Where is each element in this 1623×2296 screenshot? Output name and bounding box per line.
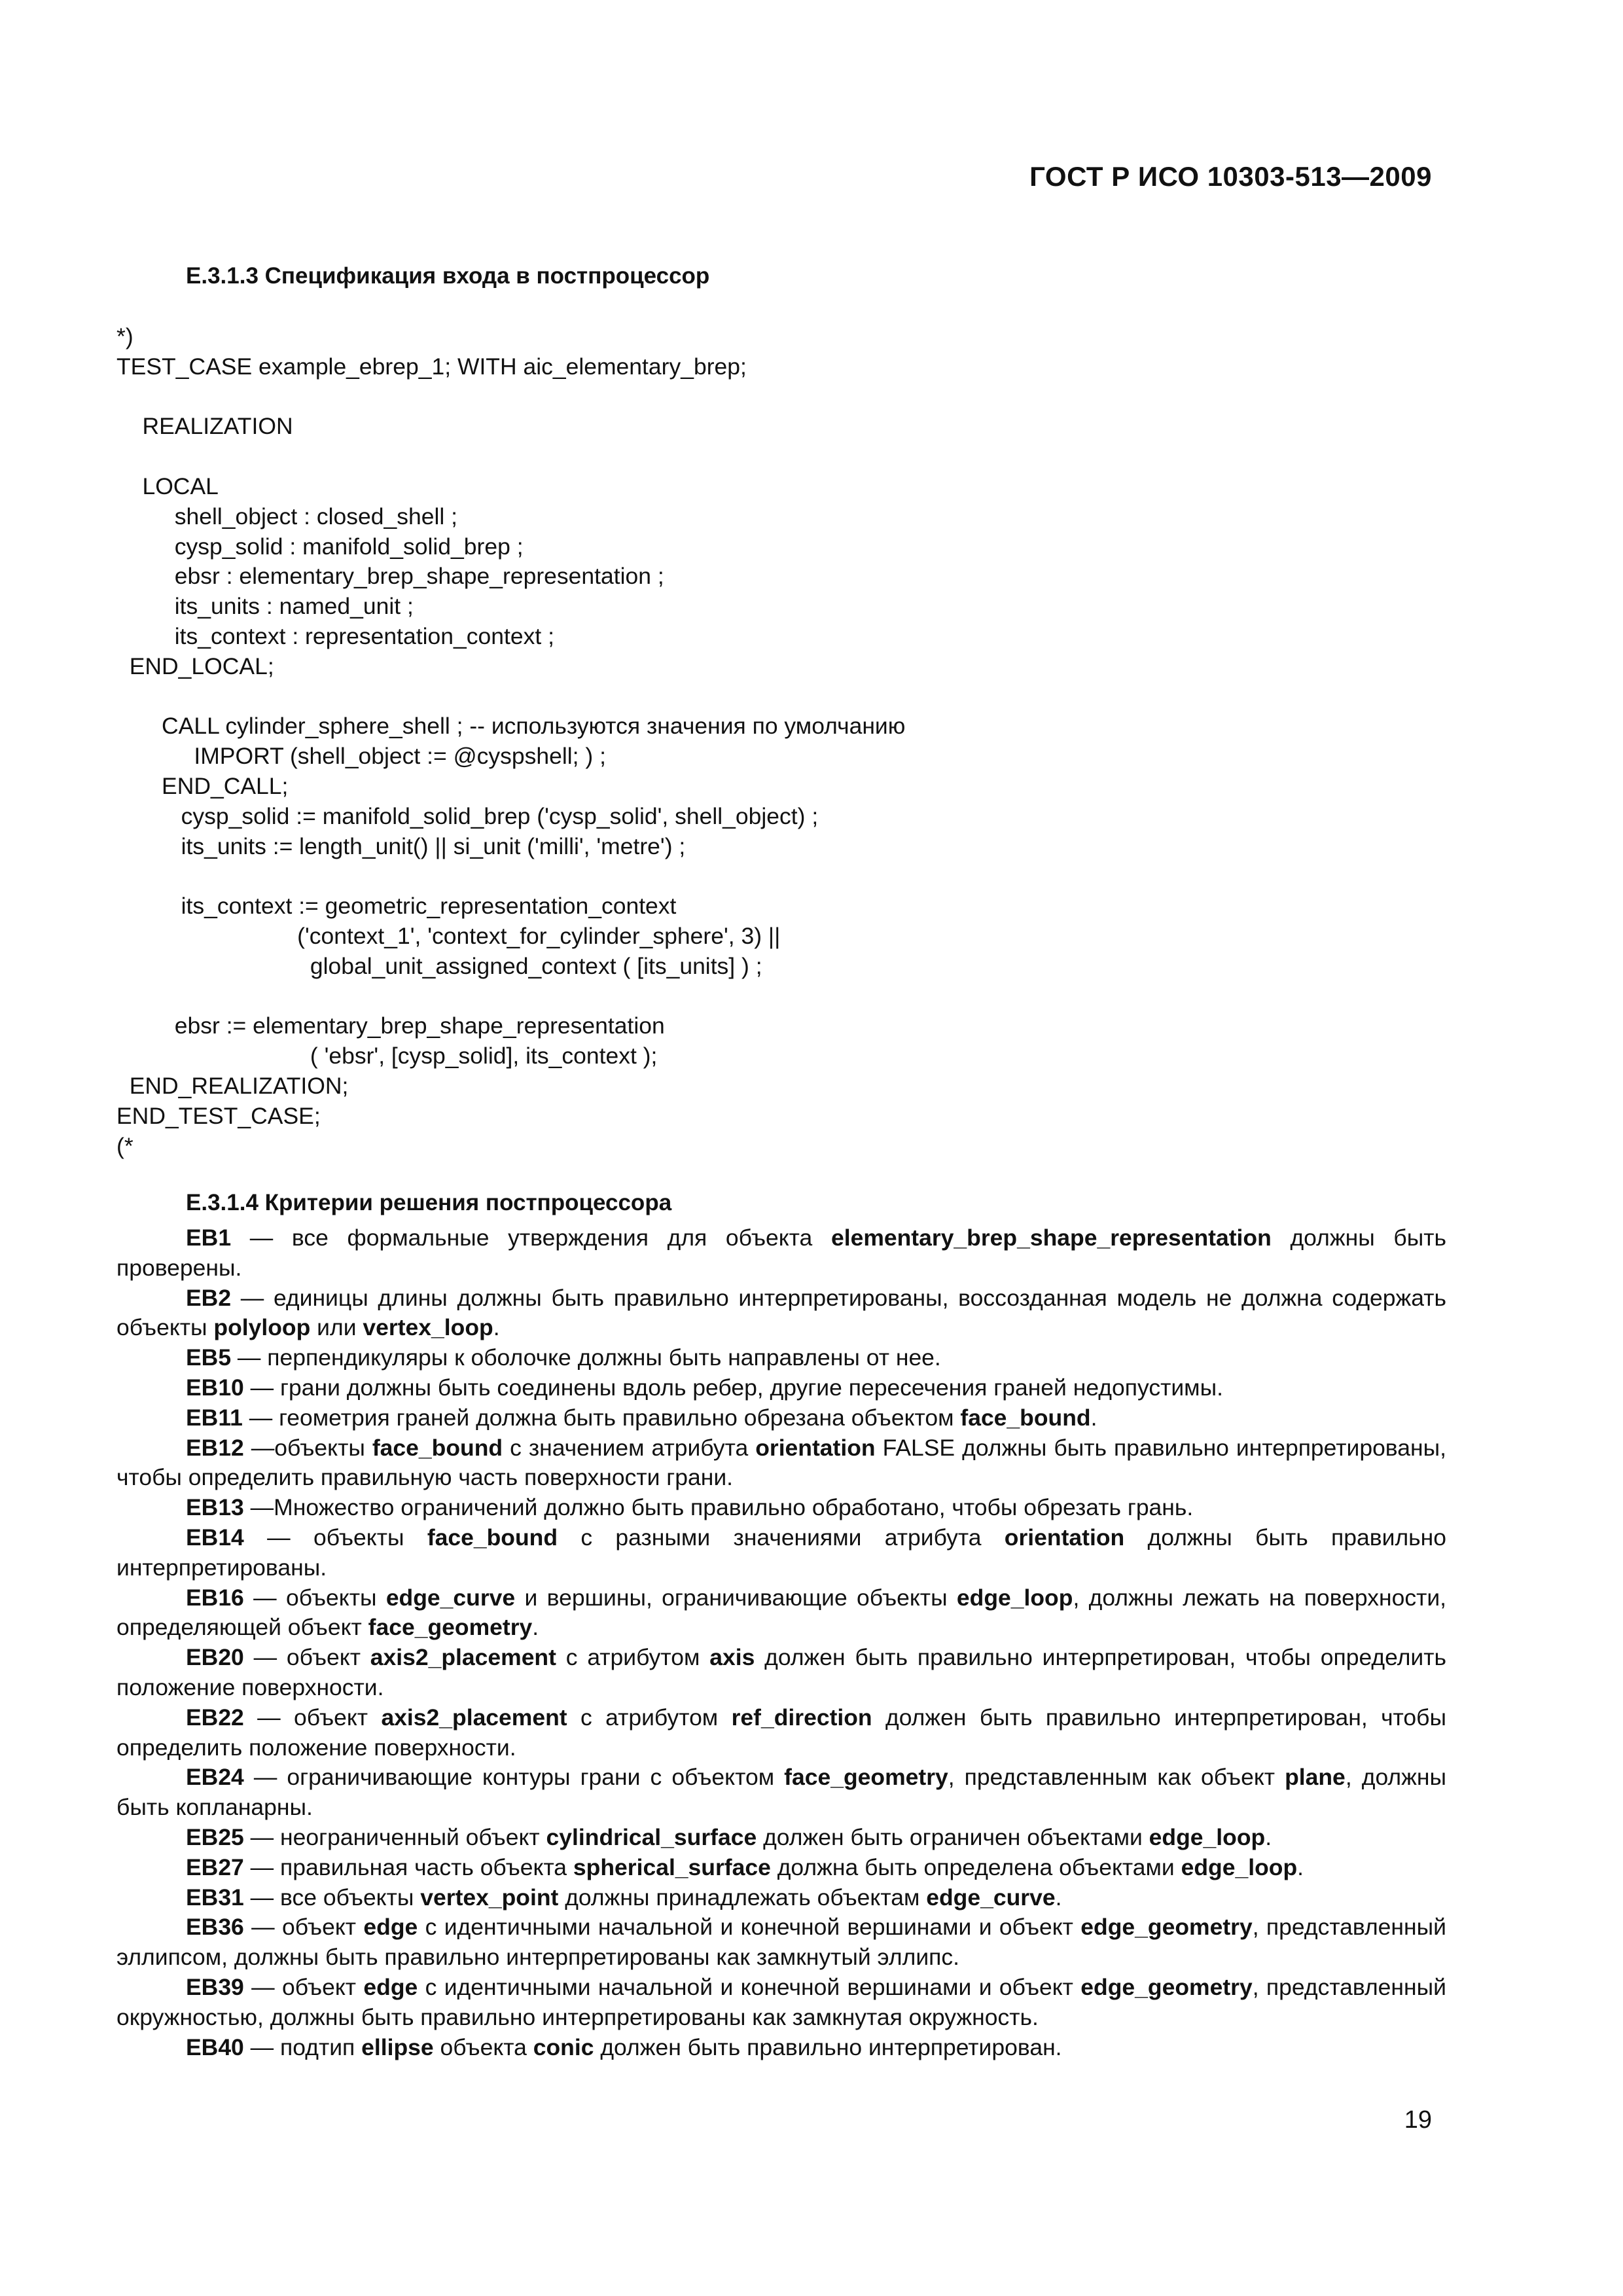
entity-name: edge xyxy=(363,1914,418,1941)
criterion-code: EB25 xyxy=(186,1823,244,1850)
entity-name: elementary_brep_shape_representation xyxy=(830,1225,1272,1251)
criterion-text: должны быть правильно интерпретированы. xyxy=(116,1524,1446,1581)
entity-name: vertex_point xyxy=(420,1884,559,1910)
entity-name: edge_curve xyxy=(926,1884,1056,1910)
entity-name: edge xyxy=(363,1973,418,2000)
entity-name: axis2_placement xyxy=(381,1704,567,1731)
criterion-text: и вершины, ограничивающие объекты xyxy=(515,1584,957,1611)
entity-name: face_bound xyxy=(372,1434,503,1461)
criterion-item xyxy=(116,1583,1446,1643)
entity-name: ref_direction xyxy=(731,1704,872,1731)
criterion-text: , представленным как объект xyxy=(948,1764,1285,1791)
criterion-code: EB31 xyxy=(186,1884,244,1910)
criterion-code: EB40 xyxy=(186,2034,244,2060)
code-line: global_unit_assigned_context ( [its_units] ) ; xyxy=(116,952,762,979)
criterion-item xyxy=(116,1283,1446,1344)
criterion-text: должен быть правильно интерпретирован, чтобы определить положение поверхности. xyxy=(116,1704,1447,1761)
criterion-text: — объекты xyxy=(243,1584,386,1611)
code-line: ( 'ebsr', [cysp_solid], its_context ); xyxy=(116,1043,658,1069)
criterion-text: , должны быть копланарны. xyxy=(116,1764,1446,1821)
entity-name: face_geometry xyxy=(368,1614,533,1641)
entity-name: edge_loop xyxy=(1181,1854,1298,1880)
criterion-item xyxy=(116,2033,1446,2063)
criterion-text: объекта xyxy=(433,2034,533,2060)
entity-name: vertex_loop xyxy=(363,1314,493,1341)
entity-name: polyloop xyxy=(213,1314,311,1341)
criterion-item xyxy=(116,1973,1446,2033)
code-line: END_CALL; xyxy=(116,772,289,799)
criterion-text: — объекты xyxy=(243,1524,427,1551)
standard-designation: ГОСТ Р ИСО 10303-513—2009 xyxy=(1029,161,1432,192)
criteria-list xyxy=(116,1223,1446,2062)
criterion-code: EB36 xyxy=(186,1914,244,1941)
criterion-text: , представленный окружностью, должны быть правильно интерпретированы как замкнутая окружность. xyxy=(116,1973,1446,2030)
code-line: END_TEST_CASE; xyxy=(116,1102,321,1129)
code-line: its_context := geometric_representation_context xyxy=(116,893,677,920)
criterion-text: — грани должны быть соединены вдоль ребер, другие пересечения граней недопустимы. xyxy=(243,1374,1223,1401)
criterion-item xyxy=(116,1912,1446,1973)
entity-name: edge_geometry xyxy=(1080,1914,1253,1941)
criterion-text: . xyxy=(493,1314,500,1341)
code-line: shell_object : closed_shell ; xyxy=(116,503,457,529)
criterion-item xyxy=(116,1343,1446,1373)
code-line: its_units := length_unit() || si_unit ('milli', 'metre') ; xyxy=(116,833,686,859)
entity-name: spherical_surface xyxy=(573,1854,771,1880)
code-block xyxy=(116,322,1452,1161)
criterion-text: с атрибутом xyxy=(567,1704,732,1731)
code-line: its_units : named_unit ; xyxy=(116,593,414,620)
criterion-text: с разными значениями атрибута xyxy=(558,1524,1005,1551)
code-line: ebsr : elementary_brep_shape_representation ; xyxy=(116,563,664,590)
criterion-text: — геометрия граней должна быть правильно обрезана объектом xyxy=(242,1404,961,1431)
entity-name: orientation xyxy=(1004,1524,1125,1551)
criterion-text: — объект xyxy=(243,1914,364,1941)
criterion-text: или xyxy=(310,1314,363,1341)
criterion-text: — объект xyxy=(243,1973,364,2000)
criterion-item xyxy=(116,1883,1446,1913)
criterion-code: EB11 xyxy=(186,1404,243,1431)
criterion-text: с атрибутом xyxy=(556,1644,710,1671)
criterion-text: с идентичными начальной и конечной вершинами и объект xyxy=(418,1914,1081,1941)
entity-name: face_bound xyxy=(427,1524,558,1551)
criterion-text: — объект xyxy=(243,1704,382,1731)
code-line: IMPORT (shell_object := @cyspshell; ) ; xyxy=(116,743,606,770)
entity-name: edge_curve xyxy=(385,1584,516,1611)
code-line: cysp_solid := manifold_solid_brep ('cysp_solid', shell_object) ; xyxy=(116,802,819,829)
code-line: *) xyxy=(116,323,134,350)
criterion-text: — все объекты xyxy=(243,1884,421,1910)
criterion-text: должна быть определена объектами xyxy=(770,1854,1181,1880)
entity-name: axis xyxy=(709,1644,755,1671)
criterion-item xyxy=(116,1643,1446,1703)
entity-name: face_geometry xyxy=(784,1764,948,1791)
criterion-text: — подтип xyxy=(243,2034,362,2060)
criterion-text: —Множество ограничений должно быть правильно обработано, чтобы обрезать грань. xyxy=(243,1494,1194,1521)
criterion-text: — неограниченный объект xyxy=(243,1823,546,1850)
criterion-text: с значением атрибута xyxy=(503,1434,756,1461)
criterion-text: — правильная часть объекта xyxy=(243,1854,573,1880)
criterion-text: — объект xyxy=(243,1644,370,1671)
criterion-text: . xyxy=(532,1614,539,1641)
criterion-code: EB16 xyxy=(186,1584,244,1611)
code-line: TEST_CASE example_ebrep_1; WITH aic_elementary_brep; xyxy=(116,353,747,380)
criterion-code: EB22 xyxy=(186,1704,244,1731)
section-e314-title: Е.3.1.4 Критерии решения постпроцессора xyxy=(186,1190,672,1215)
code-line xyxy=(116,382,1452,412)
code-line: END_REALIZATION; xyxy=(116,1072,349,1099)
criterion-code: EB13 xyxy=(186,1494,244,1521)
entity-name: orientation xyxy=(755,1434,876,1461)
entity-name: face_bound xyxy=(960,1404,1091,1431)
criterion-text: . xyxy=(1265,1823,1272,1850)
criterion-code: EB14 xyxy=(186,1524,244,1551)
criterion-text: должен быть ограничен объектами xyxy=(757,1823,1149,1850)
criterion-code: EB27 xyxy=(186,1854,244,1880)
entity-name: plane xyxy=(1285,1764,1346,1791)
code-line: CALL cylinder_sphere_shell ; -- используются значения по умолчанию xyxy=(116,713,906,740)
code-line: LOCAL xyxy=(116,473,219,499)
code-line: REALIZATION xyxy=(116,413,293,440)
criterion-text: , представленный эллипсом, должны быть правильно интерпретированы как замкнутый эллипс. xyxy=(116,1914,1446,1971)
criterion-item xyxy=(116,1703,1446,1763)
code-line xyxy=(116,442,1452,472)
criterion-item xyxy=(116,1493,1446,1523)
criterion-item xyxy=(116,1403,1446,1433)
criterion-item xyxy=(116,1763,1446,1823)
criterion-code: EB12 xyxy=(186,1434,244,1461)
code-line: ebsr := elementary_brep_shape_representation xyxy=(116,1013,665,1039)
criterion-code: EB10 xyxy=(186,1374,244,1401)
criterion-text: должен быть правильно интерпретирован. xyxy=(594,2034,1062,2060)
entity-name: edge_geometry xyxy=(1080,1973,1253,2000)
criterion-text: — ограничивающие контуры грани с объектом xyxy=(243,1764,785,1791)
page-number: 19 xyxy=(1404,2106,1432,2134)
entity-name: axis2_placement xyxy=(370,1644,556,1671)
criterion-item xyxy=(116,1853,1446,1883)
criterion-text: — все формальные утверждения для объекта xyxy=(231,1225,831,1251)
code-line xyxy=(116,682,1452,712)
entity-name: conic xyxy=(533,2034,594,2060)
criterion-text: с идентичными начальной и конечной вершинами и объект xyxy=(418,1973,1081,2000)
entity-name: cylindrical_surface xyxy=(546,1823,757,1850)
code-line: ('context_1', 'context_for_cylinder_sphere', 3) || xyxy=(116,922,781,949)
criterion-text: . xyxy=(1090,1404,1097,1431)
criterion-text: . xyxy=(1055,1884,1062,1910)
criterion-code: EB24 xyxy=(186,1764,244,1791)
criterion-text: должен быть правильно интерпретирован, чтобы определить положение поверхности. xyxy=(116,1644,1447,1700)
entity-name: edge_loop xyxy=(956,1584,1073,1611)
entity-name: ellipse xyxy=(361,2034,434,2060)
code-line xyxy=(116,982,1452,1012)
criterion-text: должны быть проверены. xyxy=(116,1225,1447,1281)
criterion-text: — единицы длины должны быть правильно интерпретированы, воссозданная модель не должна содержать объекты xyxy=(116,1284,1446,1341)
criterion-item xyxy=(116,1523,1446,1583)
criterion-code: EB39 xyxy=(186,1973,244,2000)
code-line: its_context : representation_context ; xyxy=(116,622,554,649)
section-e313-title: Е.3.1.3 Спецификация входа в постпроцессор xyxy=(186,263,710,289)
criterion-text: FALSE должны быть правильно интерпретированы, чтобы определить правильную часть поверхности грани. xyxy=(116,1434,1446,1491)
criterion-text: —объекты xyxy=(243,1434,372,1461)
criterion-code: EB20 xyxy=(186,1644,244,1671)
criterion-item xyxy=(116,1223,1446,1283)
code-line: END_LOCAL; xyxy=(116,653,274,679)
criterion-text: должны принадлежать объектам xyxy=(558,1884,927,1910)
criterion-text: . xyxy=(1297,1854,1304,1880)
criterion-code: EB5 xyxy=(186,1344,232,1371)
criterion-code: EB2 xyxy=(186,1284,232,1311)
code-line: cysp_solid : manifold_solid_brep ; xyxy=(116,533,524,560)
code-line xyxy=(116,861,1452,891)
criterion-item xyxy=(116,1433,1446,1494)
code-line: (* xyxy=(116,1132,134,1159)
entity-name: edge_loop xyxy=(1149,1823,1266,1850)
criterion-item xyxy=(116,1823,1446,1853)
criterion-text: — перпендикуляры к оболочке должны быть направлены от нее. xyxy=(231,1344,941,1371)
criterion-text: , должны лежать на поверхности, определяющей объект xyxy=(116,1584,1447,1641)
criterion-item xyxy=(116,1373,1446,1403)
criterion-code: EB1 xyxy=(186,1225,232,1251)
